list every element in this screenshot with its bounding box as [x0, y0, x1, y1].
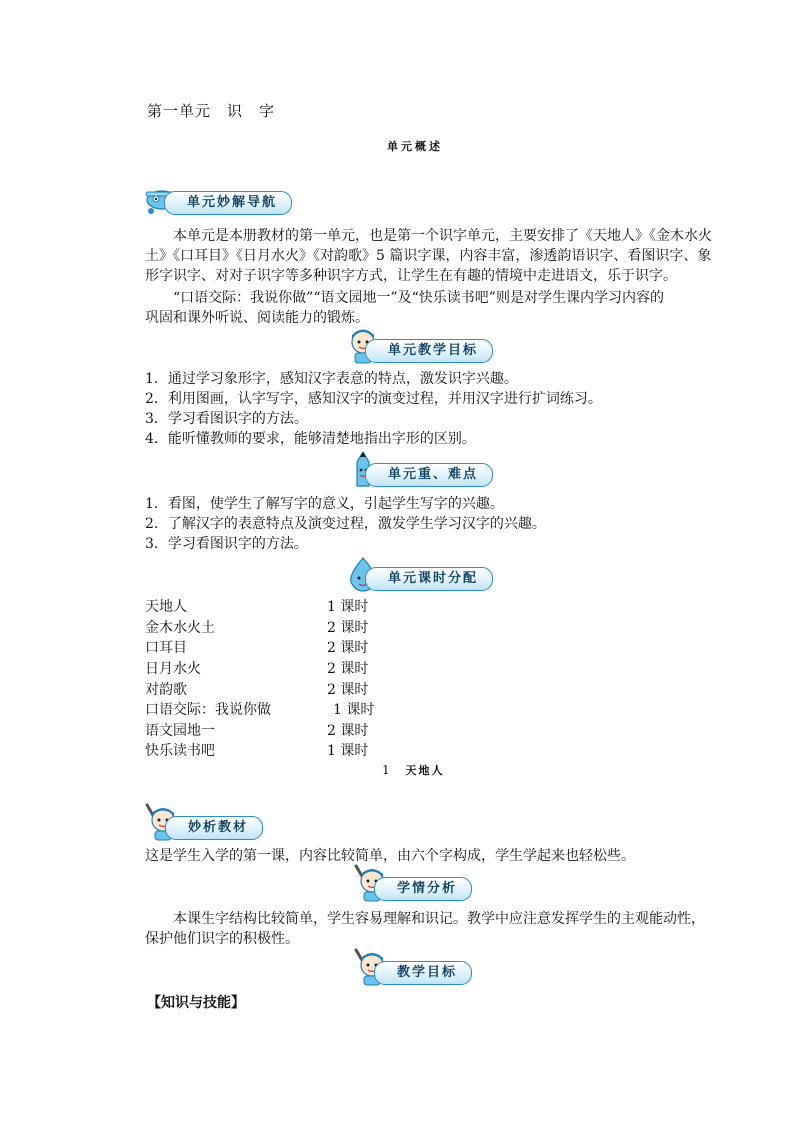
keypoint-item: 3．学习看图识字的方法。 — [145, 536, 308, 552]
schedule-lesson-time: 1 课时 — [327, 743, 369, 759]
lesson-title — [382, 762, 444, 778]
schedule-lesson-name: 口语交际：我说你做 — [145, 702, 271, 718]
unit-title: 第一单元 识 字 — [147, 102, 276, 120]
goal-item: 3．学习看图识字的方法。 — [145, 411, 308, 427]
schedule-lesson-name: 快乐读书吧 — [145, 743, 215, 759]
students-text-line: 保护他们识字的积极性。 — [145, 931, 299, 947]
guide-text-line: 土》《口耳目》《日月水火》《对韵歌》5 篇识字课，内容丰富，渗透韵语识字、看图识字、象 — [145, 248, 712, 264]
schedule-lesson-time: 2 课时 — [327, 620, 369, 636]
banner-objectives-label: 教学目标 — [374, 961, 472, 985]
guide-text-line: 形字识字、对对子识字等多种识字方式，让学生在有趣的情境中走进语文，乐于识字。 — [145, 268, 677, 284]
banner-goals-label: 单元教学目标 — [365, 339, 493, 363]
schedule-lesson-name: 对韵歌 — [145, 682, 187, 698]
schedule-lesson-name: 天地人 — [145, 599, 187, 615]
guide-text-line: 本单元是本册教材的第一单元，也是第一个识字单元，主要安排了《天地人》《金木水火 — [173, 228, 712, 244]
banner-schedule-label: 单元课时分配 — [365, 567, 493, 591]
goal-item: 2．利用图画，认字写字，感知汉字的演变过程，并用汉字进行扩词练习。 — [145, 391, 602, 407]
lesson-name: 天地人 — [405, 764, 445, 777]
goal-item: 1．通过学习象形字，感知汉字表意的特点，激发识字兴趣。 — [145, 371, 518, 387]
schedule-lesson-name: 金木水火土 — [145, 620, 215, 636]
guide-text-line: 巩固和课外听说、阅读能力的锻炼。 — [145, 310, 369, 326]
banner-analysis-label: 妙析教材 — [165, 816, 263, 840]
banner-students-label: 学情分析 — [374, 877, 472, 901]
keypoint-item: 2．了解汉字的表意特点及演变过程，激发学生学习汉字的兴趣。 — [145, 516, 546, 532]
keypoint-item: 1．看图，使学生了解写字的意义，引起学生写字的兴趣。 — [145, 496, 504, 512]
students-text-line: 本课生字结构比较简单，学生容易理解和识记。教学中应注意发挥学生的主观能动性， — [173, 911, 705, 927]
knowledge-heading: 【知识与技能】 — [147, 995, 245, 1011]
schedule-lesson-time: 2 课时 — [327, 723, 369, 739]
goal-item: 4．能听懂教师的要求，能够清楚地指出字形的区别。 — [145, 431, 476, 447]
schedule-lesson-name: 口耳目 — [145, 640, 187, 656]
guide-text-line: “口语交际：我说你做”“语文园地一”及“快乐读书吧”则是对学生课内学习内容的 — [173, 290, 664, 306]
banner-keypoints-label: 单元重、难点 — [365, 463, 493, 487]
analysis-text: 这是学生入学的第一课，内容比较简单，由六个字构成，学生学起来也轻松些。 — [145, 848, 635, 864]
overview-heading: 单元概述 — [387, 140, 443, 153]
schedule-lesson-time: 2 课时 — [327, 682, 369, 698]
schedule-lesson-time: 1 课时 — [333, 702, 375, 718]
schedule-lesson-name: 日月水火 — [145, 661, 201, 677]
schedule-lesson-name: 语文园地一 — [145, 723, 215, 739]
schedule-lesson-time: 1 课时 — [327, 599, 369, 615]
schedule-lesson-time: 2 课时 — [327, 661, 369, 677]
lesson-number: 1 — [382, 763, 390, 777]
schedule-lesson-time: 2 课时 — [327, 640, 369, 656]
banner-guide-label: 单元妙解导航 — [164, 191, 292, 215]
